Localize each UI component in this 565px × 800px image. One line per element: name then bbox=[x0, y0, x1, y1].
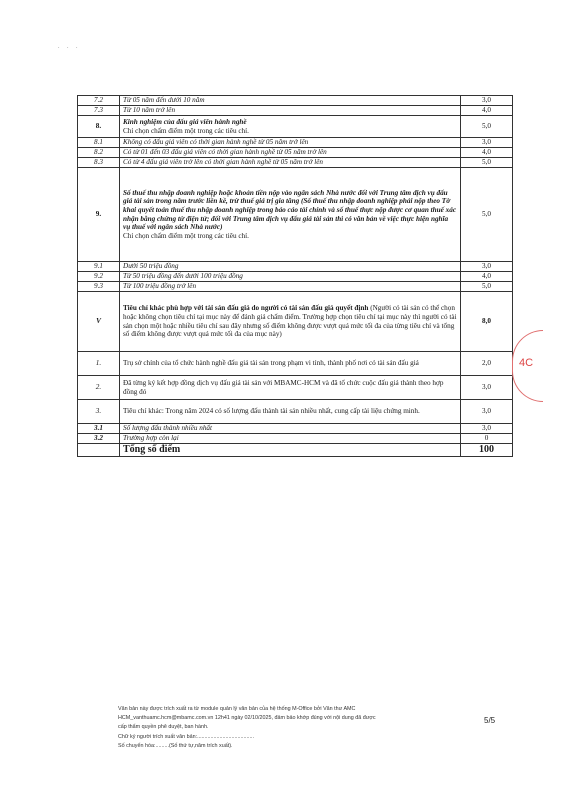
extraction-footer bbox=[118, 705, 448, 751]
table-row bbox=[78, 424, 513, 434]
total-label: Tổng số điểm bbox=[120, 444, 461, 457]
criterion-note: Chỉ chọn chấm điểm một trong các tiêu chí. bbox=[123, 126, 249, 135]
table-row bbox=[78, 272, 513, 282]
footer-line-5: Số chuyển hóa:.........(Số thứ tự,năm trích xuất). bbox=[118, 742, 233, 749]
criterion-title: Kinh nghiệm của đấu giá viên hành nghề bbox=[123, 117, 247, 126]
row-number: 9. bbox=[78, 168, 120, 262]
criterion-text: Có từ 01 đến 03 đấu giá viên có thời gian hành nghề từ 05 năm trở lên bbox=[120, 148, 461, 158]
row-number: 8.2 bbox=[78, 148, 120, 158]
criterion-score: 4,0 bbox=[461, 272, 513, 282]
table-row bbox=[78, 106, 513, 116]
row-number: 8. bbox=[78, 116, 120, 138]
criterion-text: Trường hợp còn lại bbox=[120, 434, 461, 444]
criterion-score: 3,0 bbox=[461, 424, 513, 434]
row-number: 9.2 bbox=[78, 272, 120, 282]
footer-line-2: HCM_vanthuamc.hcm@mbamc.com.vn 12h41 ngày 02/10/2025, đảm bảo khớp đúng với nội dung đã được bbox=[118, 715, 376, 722]
criterion-score: 3,0 bbox=[461, 96, 513, 106]
table-row bbox=[78, 168, 513, 262]
criterion-score: 4,0 bbox=[461, 106, 513, 116]
row-number: 3.2 bbox=[78, 434, 120, 444]
criterion-score: 3,0 bbox=[461, 400, 513, 424]
table-row bbox=[78, 262, 513, 272]
table-row bbox=[78, 148, 513, 158]
criterion-score: 5,0 bbox=[461, 158, 513, 168]
table-row bbox=[78, 292, 513, 352]
criterion-text: Trụ sở chính của tổ chức hành nghề đấu giá tài sản trong phạm vi tỉnh, thành phố nơi có tài sản đấu giá bbox=[120, 352, 461, 376]
table-row bbox=[78, 96, 513, 106]
page-number: 5/5 bbox=[484, 716, 496, 725]
criterion-score: 3,0 bbox=[461, 376, 513, 400]
row-number: 3.1 bbox=[78, 424, 120, 434]
criterion-text: Đã từng ký kết hợp đồng dịch vụ đấu giá tài sản với MBAMC-HCM và đã tổ chức cuộc đấu giá thành theo hợp đồng đó bbox=[120, 376, 461, 400]
criterion-score: 5,0 bbox=[461, 116, 513, 138]
footer-line-1: Văn bản này được trích xuất ra từ module quản lý văn bản của hệ thống M-Office bởi Văn thư AMC bbox=[118, 706, 356, 712]
criterion-title: Tiêu chí khác phù hợp với tài sản đấu giá do người có tài sản đấu giá quyết định bbox=[123, 304, 369, 313]
row-number: 3. bbox=[78, 400, 120, 424]
criterion-text: Có từ 4 đấu giá viên trở lên có thời gian hành nghề từ 05 năm trở lên bbox=[120, 158, 461, 168]
row-number: 7.2 bbox=[78, 96, 120, 106]
criterion-score: 5,0 bbox=[461, 168, 513, 262]
row-number: 9.3 bbox=[78, 282, 120, 292]
table-row bbox=[78, 138, 513, 148]
criterion-note: Chỉ chọn chấm điểm một trong các tiêu chí. bbox=[123, 231, 249, 240]
table-row bbox=[78, 282, 513, 292]
table-row bbox=[78, 434, 513, 444]
table-row bbox=[78, 116, 513, 138]
row-number: V bbox=[78, 292, 120, 352]
table-row bbox=[78, 352, 513, 376]
criterion-score: 0 bbox=[461, 434, 513, 444]
row-number: 8.1 bbox=[78, 138, 120, 148]
criterion-score: 3,0 bbox=[461, 138, 513, 148]
scoring-table bbox=[77, 95, 513, 457]
criterion-text: Từ 100 triệu đồng trở lên bbox=[120, 282, 461, 292]
page-corner-mark: . . . bbox=[58, 44, 81, 50]
criterion-text: Số lượng đấu thành nhiều nhất bbox=[120, 424, 461, 434]
criterion-text: Dưới 50 triệu đồng bbox=[120, 262, 461, 272]
criterion-text: Từ 10 năm trở lên bbox=[120, 106, 461, 116]
criterion-title: Số thuế thu nhập doanh nghiệp hoặc khoản tiền nộp vào ngân sách Nhà nước đối với Trung tâm dịch vụ đấu giá tài sản trong năm trước liền kề, trừ thuế giá trị gia tăng (Số thuế thu nhập doanh nghiệp phải nộp theo Tờ khai quyết toán thuế thu nhập doanh nghiệp trong báo cáo tài chính và số thuế thực nộp được cơ quan thuế xác nhận bằng chứng từ điện tử; đối với Trung tâm dịch vụ đấu giá tài sản thì có văn bản về việc thực hiện nghĩa vụ thuế với ngân sách Nhà nước) bbox=[123, 188, 457, 232]
criterion-score: 3,0 bbox=[461, 262, 513, 272]
table-row bbox=[78, 158, 513, 168]
row-number: 2. bbox=[78, 376, 120, 400]
criterion-text: Không có đấu giá viên có thời gian hành nghề từ 05 năm trở lên bbox=[120, 138, 461, 148]
total-row bbox=[78, 444, 513, 457]
criterion-text: Tiêu chí khác: Trong năm 2024 có số lượng đấu thành tài sản nhiều nhất, cung cấp tài liệu chứng minh. bbox=[120, 400, 461, 424]
criterion-text: Từ 50 triệu đồng đến dưới 100 triệu đồng bbox=[120, 272, 461, 282]
table-row bbox=[78, 376, 513, 400]
criterion-score: 8,0 bbox=[461, 292, 513, 352]
criterion-note: (Người có tài sản có thể chọn hoặc không chọn tiêu chí tại mục này để đánh giá chấm điểm. Trường hợp chọn tiêu chí tại mục này thì người có tài sản chọn một hoặc nhiều tiêu chí sau đây nhưng số điểm không được vượt quá mức tối đa của từng tiêu chí và tổng số điểm không được vượt quá mức tối đa của mục này) bbox=[123, 304, 457, 339]
footer-line-3: cấp thẩm quyền phê duyệt, ban hành. bbox=[118, 724, 209, 731]
row-number: 8.3 bbox=[78, 158, 120, 168]
footer-line-4: Chữ ký người trích xuất văn bản:...................................... bbox=[118, 733, 254, 740]
row-number: 1. bbox=[78, 352, 120, 376]
row-number: 7.3 bbox=[78, 106, 120, 116]
total-score: 100 bbox=[461, 444, 513, 457]
table-row bbox=[78, 400, 513, 424]
criterion-text: Từ 05 năm đến dưới 10 năm bbox=[120, 96, 461, 106]
seal-stamp-partial bbox=[512, 330, 543, 402]
criterion-score: 2,0 bbox=[461, 352, 513, 376]
criterion-score: 5,0 bbox=[461, 282, 513, 292]
criterion-score: 4,0 bbox=[461, 148, 513, 158]
row-number: 9.1 bbox=[78, 262, 120, 272]
seal-stamp-text: 4C bbox=[519, 357, 534, 369]
